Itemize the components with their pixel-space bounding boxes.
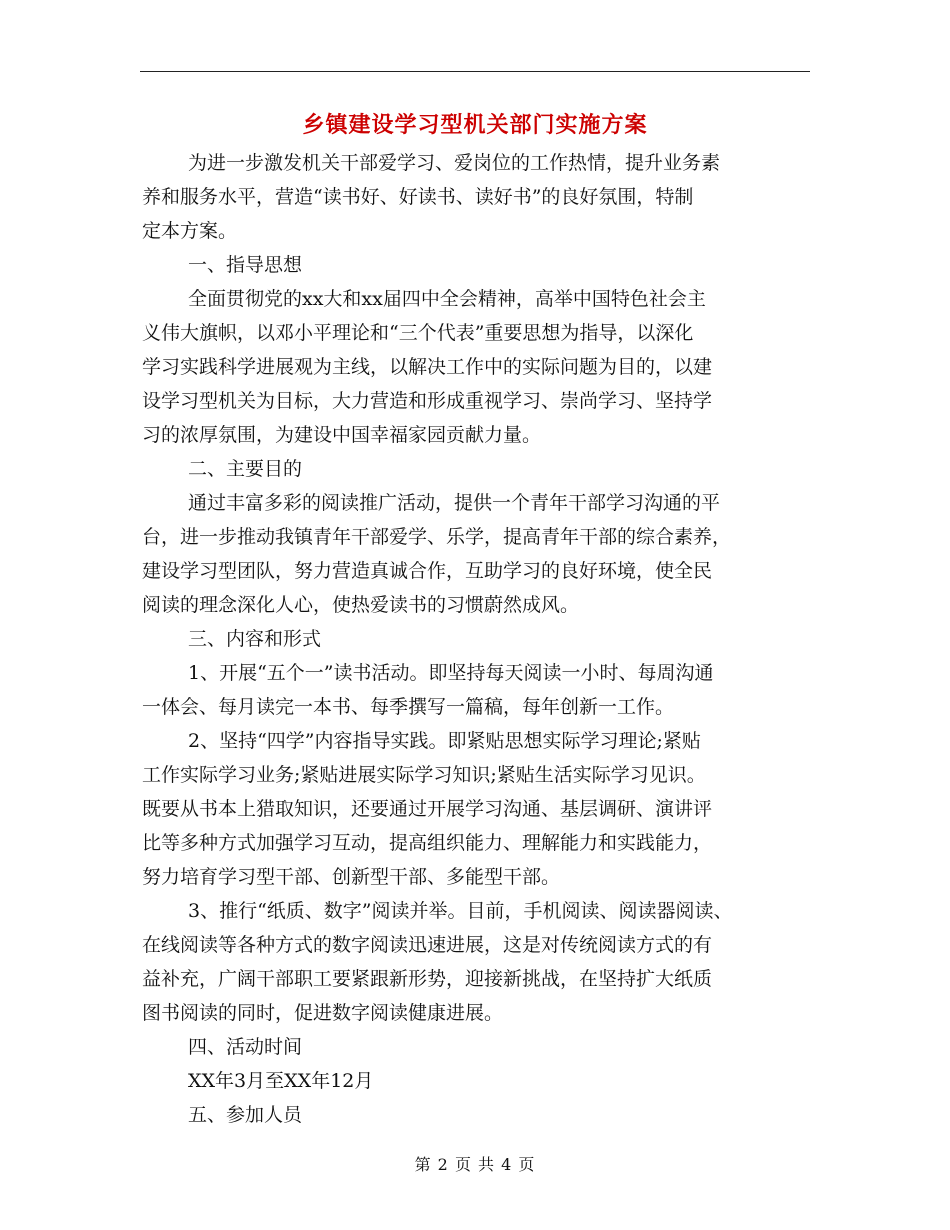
body-line: 阅读的理念深化人心，使热爱读书的习惯蔚然成风。 [142, 594, 580, 616]
body-line: 1、开展“五个一”读书活动。即坚持每天阅读一小时、每周沟通 [188, 662, 714, 684]
body-line: 设学习型机关为目标，大力营造和形成重视学习、崇尚学习、坚持学 [142, 390, 713, 412]
body-line: 定本方案。 [142, 220, 238, 242]
document-body [142, 146, 814, 1132]
body-line: 义伟大旗帜，以邓小平理论和“三个代表”重要思想为指导，以深化 [142, 322, 694, 344]
body-line: 习的浓厚氛围，为建设中国幸福家园贡献力量。 [142, 424, 542, 446]
document-title: 乡镇建设学习型机关部门实施方案 [302, 113, 648, 138]
body-line: 三、内容和形式 [188, 628, 322, 650]
body-line: 二、主要目的 [188, 458, 303, 480]
body-line: 学习实践科学进展观为主线，以解决工作中的实际问题为目的，以建 [142, 356, 713, 378]
page-number: 第 2 页 共 4 页 [414, 1155, 536, 1174]
body-line: 图书阅读的同时，促进数字阅读健康进展。 [142, 1002, 504, 1024]
body-line: 养和服务水平，营造“读书好、好读书、读好书”的良好氛围，特制 [142, 186, 694, 208]
body-line: XX年3月至XX年12月 [188, 1070, 374, 1092]
body-line: 益补充，广阔干部职工要紧跟新形势，迎接新挑战，在坚持扩大纸质 [142, 968, 713, 990]
body-line: 台，进一步推动我镇青年干部爱学、乐学，提高青年干部的综合素养， [142, 526, 732, 548]
body-line: 全面贯彻党的xx大和xx届四中全会精神，高举中国特色社会主 [188, 288, 706, 310]
body-line: 一体会、每月读完一本书、每季撰写一篇稿，每年创新一工作。 [142, 696, 675, 718]
body-line: 五、参加人员 [188, 1104, 303, 1126]
body-line: 四、活动时间 [188, 1036, 303, 1058]
body-line: 一、指导思想 [188, 254, 303, 276]
body-line: 在线阅读等各种方式的数字阅读迅速进展，这是对传统阅读方式的有 [142, 934, 713, 956]
body-line: 建设学习型团队，努力营造真诚合作，互助学习的良好环境，使全民 [142, 560, 713, 582]
header-rule [140, 71, 810, 72]
body-line: 比等多种方式加强学习互动，提高组织能力、理解能力和实践能力， [142, 832, 713, 854]
body-line: 努力培育学习型干部、创新型干部、多能型干部。 [142, 866, 561, 888]
body-line: 既要从书本上猎取知识，还要通过开展学习沟通、基层调研、演讲评 [142, 798, 713, 820]
body-line: 为进一步激发机关干部爱学习、爱岗位的工作热情，提升业务素 [188, 152, 721, 174]
body-line: 3、推行“纸质、数字”阅读并举。目前，手机阅读、阅读器阅读、 [188, 900, 733, 922]
body-line: 工作实际学习业务;紧贴进展实际学习知识;紧贴生活实际学习见识。 [142, 764, 706, 786]
body-line: 2、坚持“四学”内容指导实践。即紧贴思想实际学习理论;紧贴 [188, 730, 701, 752]
body-line: 通过丰富多彩的阅读推广活动，提供一个青年干部学习沟通的平 [188, 492, 721, 514]
